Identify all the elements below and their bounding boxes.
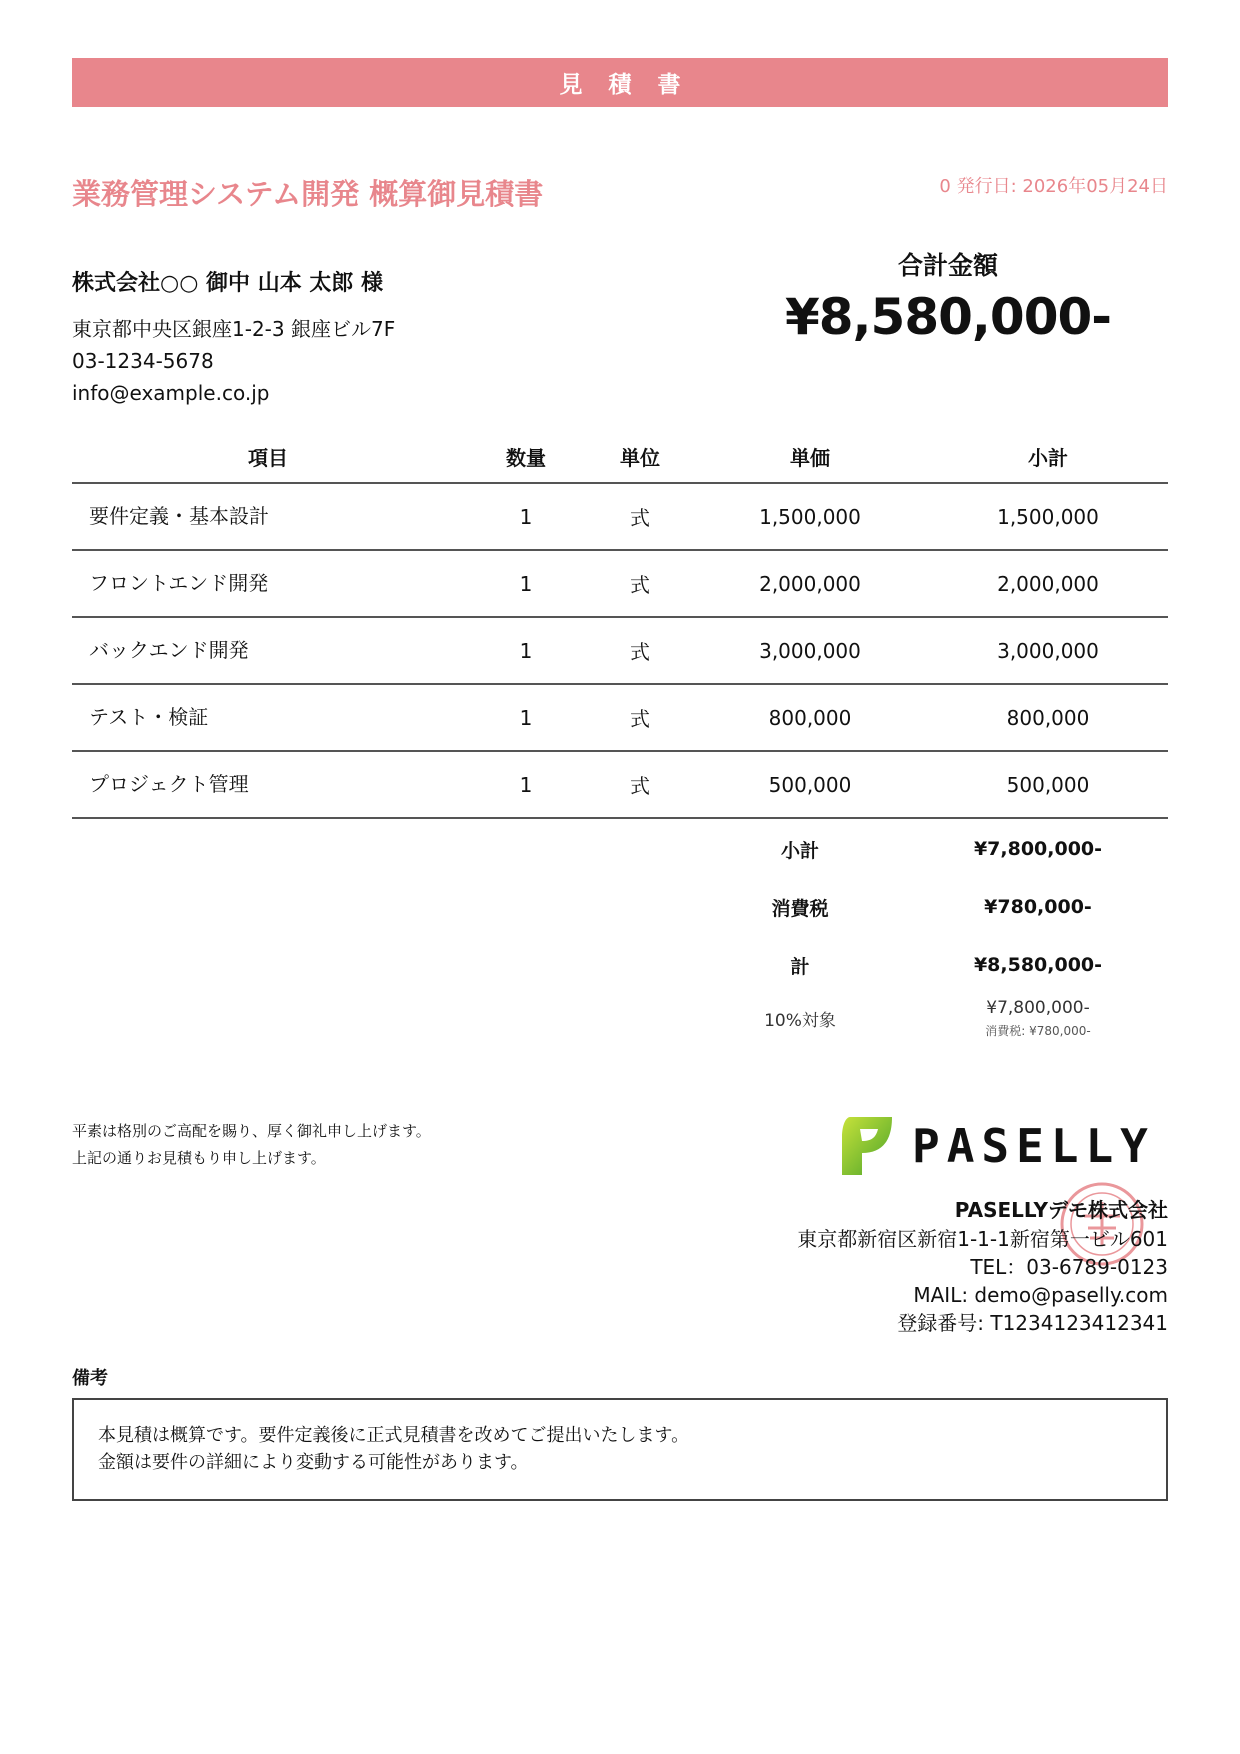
tax-row (700, 878, 1168, 936)
client-email: info@example.co.jp (72, 381, 270, 405)
table-header-row (72, 430, 1168, 483)
table-row (72, 617, 1168, 684)
tax-rate-values (900, 998, 1168, 1039)
greeting-line: 上記の通りお見積もり申し上げます。 (72, 1149, 326, 1167)
company-mail: MAIL: demo@paselly.com (913, 1283, 1168, 1307)
cell-unit: 式 (588, 751, 692, 818)
leaf-logo-icon (838, 1115, 896, 1177)
cell-unit-price: 2,000,000 (692, 550, 928, 617)
company-info (797, 1195, 1168, 1337)
cell-item: バックエンド開発 (72, 617, 464, 684)
company-address: 東京都新宿区新宿1-1-1新宿第一ビル601 (797, 1227, 1168, 1251)
total-amount: ¥8,580,000- (784, 288, 1112, 346)
cell-quantity: 1 (464, 483, 588, 550)
tax-rate-row (700, 998, 1168, 1039)
company-name: PASELLYデモ株式会社 (954, 1198, 1168, 1222)
client-info (72, 266, 395, 409)
table-row (72, 483, 1168, 550)
tax-value: ¥780,000- (984, 896, 1092, 918)
tax-rate-label: 10%対象 (764, 1011, 836, 1031)
cell-unit-price: 3,000,000 (692, 617, 928, 684)
cell-unit-price: 800,000 (692, 684, 928, 751)
notes-box (72, 1398, 1168, 1501)
subtotal-row (700, 820, 1168, 878)
cell-quantity: 1 (464, 617, 588, 684)
cell-quantity: 1 (464, 550, 588, 617)
summary-block (700, 820, 1168, 1039)
tax-label: 消費税 (771, 897, 829, 920)
cell-subtotal: 3,000,000 (928, 617, 1168, 684)
header-quantity: 数量 (464, 430, 588, 483)
grand-total-label: 計 (790, 955, 810, 978)
header-subtotal: 小計 (928, 430, 1168, 483)
logo-text: PASELLY (912, 1119, 1155, 1173)
cell-quantity: 1 (464, 684, 588, 751)
header-unit: 単位 (588, 430, 692, 483)
notes-line: 金額は要件の詳細により変動する可能性があります。 (98, 1452, 529, 1473)
cell-unit-price: 1,500,000 (692, 483, 928, 550)
grand-total-row (700, 936, 1168, 994)
document-title: 業務管理システム開発 概算御見積書 (72, 177, 544, 211)
header-bar (72, 58, 1168, 107)
greeting-line: 平素は格別のご高配を賜り、厚く御礼申し上げます。 (72, 1122, 431, 1140)
notes-line: 本見積は概算です。要件定義後に正式見積書を改めてご提出いたします。 (98, 1425, 690, 1446)
table-row (72, 751, 1168, 818)
cell-unit: 式 (588, 483, 692, 550)
table-row (72, 684, 1168, 751)
cell-unit: 式 (588, 550, 692, 617)
cell-subtotal: 2,000,000 (928, 550, 1168, 617)
client-name: 株式会社○○ 御中 山本 太郎 様 (72, 271, 384, 296)
client-phone: 03-1234-5678 (72, 349, 214, 373)
cell-unit-price: 500,000 (692, 751, 928, 818)
cell-subtotal: 800,000 (928, 684, 1168, 751)
tax-rate-tax: 消費税: ¥780,000- (985, 1024, 1091, 1038)
table-row (72, 550, 1168, 617)
client-address: 東京都中央区銀座1-2-3 銀座ビル7F (72, 317, 396, 341)
cell-quantity: 1 (464, 751, 588, 818)
tax-rate-amount: ¥7,800,000- (986, 998, 1090, 1018)
header-unit-price: 単価 (692, 430, 928, 483)
cell-unit: 式 (588, 684, 692, 751)
cell-unit: 式 (588, 617, 692, 684)
total-amount-block (770, 246, 1126, 346)
company-logo (838, 1112, 1168, 1180)
company-registration: 登録番号: T1234123412341 (897, 1311, 1168, 1335)
cell-item: 要件定義・基本設計 (72, 483, 464, 550)
cell-item: テスト・検証 (72, 684, 464, 751)
cell-item: プロジェクト管理 (72, 751, 464, 818)
company-tel: TEL：03-6789-0123 (970, 1255, 1168, 1279)
subtotal-value: ¥7,800,000- (973, 838, 1103, 860)
issue-date: 0 発行日: 2026年05月24日 (939, 176, 1168, 197)
subtotal-label: 小計 (780, 839, 819, 862)
greeting-text (72, 1118, 431, 1172)
cell-item: フロントエンド開発 (72, 550, 464, 617)
total-label: 合計金額 (897, 251, 998, 280)
cell-subtotal: 1,500,000 (928, 483, 1168, 550)
header-item: 項目 (72, 430, 464, 483)
notes-label: 備考 (72, 1368, 108, 1389)
grand-total-value: ¥8,580,000- (973, 954, 1103, 976)
items-table (72, 430, 1168, 819)
cell-subtotal: 500,000 (928, 751, 1168, 818)
header-title: 見積書 (559, 72, 707, 98)
